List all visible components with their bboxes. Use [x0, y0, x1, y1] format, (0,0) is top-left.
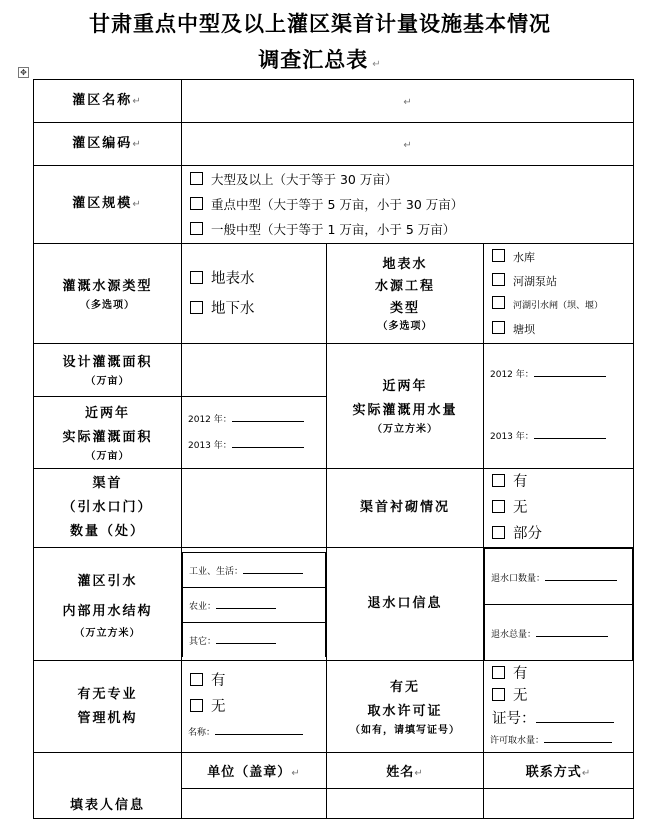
- label-irrigation-scale: 灌区规模↵: [34, 166, 182, 244]
- input-underline[interactable]: [216, 598, 276, 609]
- row-design-area: [34, 344, 634, 397]
- management-yes[interactable]: 有: [182, 668, 326, 694]
- checkbox-icon[interactable]: [492, 321, 505, 334]
- field-intake-count[interactable]: [182, 469, 327, 548]
- water-2012[interactable]: 2012 年：: [484, 344, 633, 406]
- engineering-options: [484, 244, 634, 344]
- field-name[interactable]: [327, 789, 484, 819]
- label-water-source: 灌溉水源类型 （多选项）: [34, 244, 182, 344]
- table-move-handle-icon[interactable]: ✥: [18, 67, 29, 78]
- checkbox-icon[interactable]: [492, 296, 505, 309]
- management-no[interactable]: 无: [182, 694, 326, 720]
- label-intake-lining: 渠首衬砌情况: [327, 469, 484, 548]
- field-unit[interactable]: [182, 789, 327, 819]
- field-irrigation-code[interactable]: ↵: [182, 123, 634, 166]
- permit-options: [484, 661, 634, 753]
- checkbox-icon[interactable]: [190, 172, 203, 185]
- checkbox-icon[interactable]: [492, 526, 505, 539]
- row-management: [34, 661, 634, 753]
- row-irrigation-code: [34, 123, 634, 166]
- permit-number[interactable]: 证号：: [484, 707, 633, 731]
- return-total[interactable]: 退水总量：: [485, 626, 632, 640]
- checkbox-icon[interactable]: [190, 222, 203, 235]
- scale-option-general-medium[interactable]: 一般中型（大于等于 1 万亩，小于 5 万亩）: [182, 217, 633, 242]
- lining-partial[interactable]: 部分: [484, 521, 633, 547]
- header-unit: 单位（盖章）↵: [182, 753, 327, 789]
- label-permit: 有无 取水许可证 （如有，请填写证号）: [327, 661, 484, 753]
- page-title: 甘肃重点中型及以上灌区渠首计量设施基本情况: [89, 12, 551, 36]
- header-contact: 联系方式↵: [484, 753, 634, 789]
- return-water-subtable: [484, 548, 633, 660]
- label-actual-area: 近两年 实际灌溉面积 （万亩）: [34, 397, 182, 469]
- scale-option-large[interactable]: 大型及以上（大于等于 30 万亩）: [182, 167, 633, 192]
- water-2013[interactable]: 2013 年：: [484, 406, 633, 468]
- label-intake: 渠首 （引水口门） 数量（处）: [34, 469, 182, 548]
- use-industry[interactable]: 工业、生活：: [183, 563, 325, 577]
- checkbox-icon[interactable]: [492, 666, 505, 679]
- input-underline[interactable]: [536, 626, 608, 637]
- input-underline[interactable]: [243, 563, 303, 574]
- input-underline[interactable]: [534, 428, 606, 439]
- label-return-water: 退水口信息: [327, 548, 484, 661]
- field-design-area[interactable]: [182, 344, 327, 397]
- row-water-source: [34, 244, 634, 344]
- input-underline[interactable]: [545, 570, 617, 581]
- lining-yes[interactable]: 有: [484, 469, 633, 495]
- lining-options: [484, 469, 634, 548]
- area-2012[interactable]: 2012 年：: [182, 407, 326, 433]
- checkbox-icon[interactable]: [190, 271, 203, 284]
- internal-use-fields: [182, 548, 327, 661]
- input-underline[interactable]: [232, 411, 304, 422]
- row-irrigation-name: [34, 80, 634, 123]
- lining-no[interactable]: 无: [484, 495, 633, 521]
- checkbox-icon[interactable]: [492, 474, 505, 487]
- checkbox-icon[interactable]: [190, 197, 203, 210]
- eng-option-sluice[interactable]: 河湖引水闸（坝、堰）: [484, 294, 633, 318]
- label-design-area: 设计灌溉面积 （万亩）: [34, 344, 182, 397]
- permit-yes[interactable]: 有: [484, 663, 633, 685]
- label-internal-use: 灌区引水 内部用水结构 （万立方米）: [34, 548, 182, 661]
- field-irrigation-name[interactable]: ↵: [182, 80, 634, 123]
- use-other[interactable]: 其它：: [183, 633, 325, 647]
- field-actual-area: [182, 397, 327, 469]
- label-source-engineering: 地表水 水源工程 类型 （多选项）: [327, 244, 484, 344]
- return-water-fields: [484, 548, 634, 661]
- row-internal-use: [34, 548, 634, 661]
- row-intake: [34, 469, 634, 548]
- checkbox-icon[interactable]: [190, 301, 203, 314]
- input-underline[interactable]: [536, 712, 614, 723]
- input-underline[interactable]: [215, 724, 303, 735]
- label-irrigation-code: 灌区编码↵: [34, 123, 182, 166]
- eng-option-pump[interactable]: 河湖泵站: [484, 270, 633, 294]
- checkbox-icon[interactable]: [492, 249, 505, 262]
- use-agriculture[interactable]: 农业：: [183, 598, 325, 612]
- scale-option-key-medium[interactable]: 重点中型（大于等于 5 万亩，小于 30 万亩）: [182, 192, 633, 217]
- row-filler-header: [34, 753, 634, 789]
- label-management: 有无专业 管理机构: [34, 661, 182, 753]
- input-underline[interactable]: [216, 633, 276, 644]
- input-underline[interactable]: [544, 732, 612, 743]
- checkbox-icon[interactable]: [190, 673, 203, 686]
- permit-no[interactable]: 无: [484, 685, 633, 707]
- row-irrigation-scale: [34, 166, 634, 244]
- checkbox-icon[interactable]: [492, 688, 505, 701]
- area-2013[interactable]: 2013 年：: [182, 433, 326, 459]
- checkbox-icon[interactable]: [492, 273, 505, 286]
- eng-option-reservoir[interactable]: 水库: [484, 246, 633, 270]
- water-source-surface[interactable]: 地表水: [182, 264, 326, 294]
- checkbox-icon[interactable]: [492, 500, 505, 513]
- field-contact[interactable]: [484, 789, 634, 819]
- return-count[interactable]: 退水口数量：: [485, 570, 632, 584]
- page-subtitle: 调查汇总表 ↵: [258, 48, 382, 72]
- label-actual-water: 近两年 实际灌溉用水量 （万立方米）: [327, 344, 484, 469]
- permit-volume[interactable]: 许可取水量：: [484, 731, 633, 751]
- management-options: [182, 661, 327, 753]
- label-irrigation-name: 灌区名称↵: [34, 80, 182, 123]
- management-name[interactable]: 名称：: [182, 720, 326, 746]
- eng-option-pond[interactable]: 塘坝: [484, 318, 633, 342]
- label-filler: 填表人信息: [34, 753, 182, 819]
- water-source-options: [182, 244, 327, 344]
- internal-use-subtable: [182, 552, 326, 657]
- input-underline[interactable]: [534, 366, 606, 377]
- survey-table: [33, 79, 634, 819]
- header-name: 姓名↵: [327, 753, 484, 789]
- input-underline[interactable]: [232, 437, 304, 448]
- checkbox-icon[interactable]: [190, 699, 203, 712]
- water-source-ground[interactable]: 地下水: [182, 294, 326, 324]
- field-actual-water: [484, 344, 634, 469]
- scale-options: [182, 166, 634, 244]
